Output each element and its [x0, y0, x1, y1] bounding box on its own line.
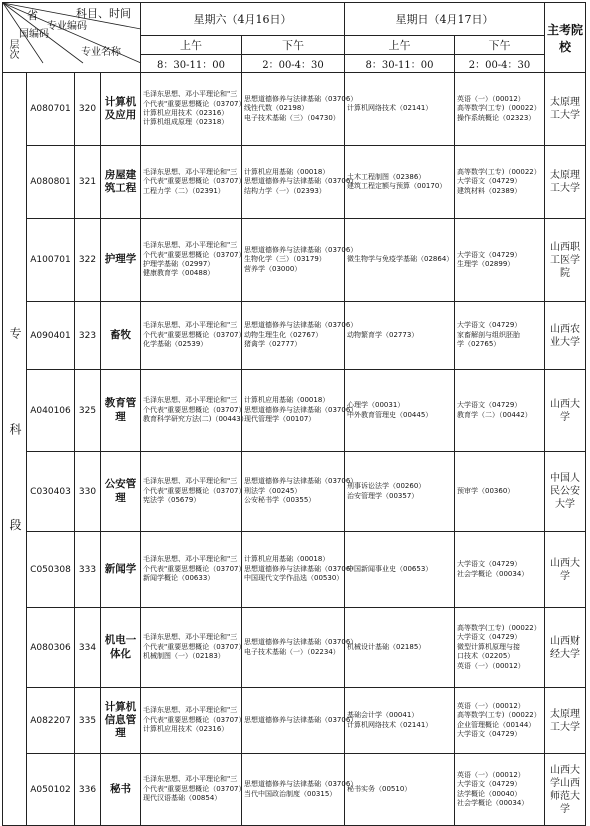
major-name: 教育管理 [101, 370, 141, 452]
sat-morning-courses [141, 146, 246, 219]
course-line: 高等数学(工专)（00022） [457, 623, 541, 632]
table-row [3, 452, 586, 532]
sun-afternoon-courses [455, 302, 545, 370]
course-line: 计算机应用基础（00018） [244, 396, 330, 405]
sun-morning-courses [345, 688, 455, 754]
course-line: 动物繁育学（02773） [347, 330, 419, 339]
sat-afternoon-courses [242, 302, 358, 370]
province-code: 322 [75, 219, 101, 302]
sun-morning-courses [345, 146, 455, 219]
host-school: 山西农业大学 [545, 302, 586, 370]
sunday-header: 星期日（4月17日） [345, 3, 545, 36]
sat-morning-header: 上午 [141, 36, 242, 55]
table-row [3, 73, 586, 146]
course-line: 计算机应用基础（00018） [244, 167, 330, 176]
course-line: 毛泽东思想、邓小平理论和"三 [143, 555, 238, 564]
sat-afternoon-courses [242, 532, 358, 608]
province-code: 323 [75, 302, 101, 370]
sun-morning-courses [345, 73, 455, 146]
course-line: 思想道德修养与法律基础（03706） [244, 321, 358, 330]
course-line: 中外教育管理史（00445） [347, 410, 433, 419]
province-code: 321 [75, 146, 101, 219]
header-province: 省 [27, 9, 38, 22]
course-line: 高等数学(工专)（00022） [457, 711, 541, 720]
sun-afternoon-header: 下午 [455, 36, 545, 55]
host-school: 太原理工大学 [545, 73, 586, 146]
course-line: 现代管理学（00107） [244, 415, 316, 424]
table-row [3, 754, 586, 826]
table-row [3, 532, 586, 608]
course-line: 机械设计基础（02185） [347, 642, 426, 651]
course-line: 计算机应用技术（02316） [143, 109, 229, 117]
course-line: 教育学（二）（00442） [457, 410, 532, 419]
course-line: 机械制图（一）（02183） [143, 652, 225, 661]
course-line: 计算机组成原理（02318） [143, 118, 229, 127]
national-code: A082207 [27, 688, 75, 754]
header-num: 专业编码 [47, 21, 87, 32]
course-line: 口技术（02205） [457, 652, 515, 661]
course-line: 英语（一）（00012） [457, 661, 525, 670]
national-code: A080801 [27, 146, 75, 219]
course-line: 毛泽东思想、邓小平理论和"三 [143, 396, 238, 405]
course-line: 微生物学与免疫学基础（02864） [347, 255, 454, 264]
course-line: 思想道德修养与法律基础（03706） [244, 638, 358, 647]
host-school: 中国人民公安大学 [545, 452, 586, 532]
course-line: 计算机网络技术（02141） [347, 720, 433, 729]
major-name: 新闻学 [101, 532, 141, 608]
course-line: 建筑工程定额与预算（00170） [347, 182, 447, 190]
course-line: 高等数学(工专)（00022） [457, 167, 541, 176]
major-name: 计算机信息管理 [101, 688, 141, 754]
course-line: 毛泽东思想、邓小平理论和"三 [143, 321, 238, 330]
course-line: 公安秘书学（00355） [244, 496, 316, 505]
course-line: 建筑材料（02389） [457, 186, 522, 195]
sat-afternoon-time: 2：00-4：30 [242, 55, 345, 73]
sun-afternoon-courses [455, 608, 545, 688]
sun-afternoon-courses [455, 532, 545, 608]
sun-afternoon-courses [455, 688, 545, 754]
level-cell [3, 73, 27, 826]
course-line: 思想道德修养与法律基础（03706） [244, 405, 358, 414]
sun-morning-courses [345, 219, 455, 302]
sat-afternoon-courses [242, 73, 358, 146]
national-code: C050308 [27, 532, 75, 608]
sat-afternoon-courses [242, 754, 358, 826]
sat-morning-time: 8：30-11：00 [141, 55, 242, 73]
sat-morning-courses [141, 608, 246, 688]
host-school: 山西大学 [545, 370, 586, 452]
course-line: 刑事诉讼法学（00260） [347, 482, 426, 491]
course-line: 高等数学(工专)（00022） [457, 104, 541, 113]
course-line: 英语（一）（00012） [457, 701, 525, 710]
course-line: 线性代数（02198） [244, 104, 309, 113]
course-line: 秘书实务（00510） [347, 784, 412, 793]
province-code: 334 [75, 608, 101, 688]
sun-morning-courses [345, 532, 455, 608]
course-line: 操作系统概论（02323） [457, 113, 536, 122]
course-line: 学（02765） [457, 340, 501, 349]
course-line: 猪禽学（02777） [244, 340, 302, 349]
course-line: 英语（一）（00012） [457, 94, 525, 103]
course-line: 计算机应用技术（02316） [143, 725, 229, 734]
course-line: 家畜解剖与组织胚胎 [457, 330, 520, 339]
province-code: 320 [75, 73, 101, 146]
course-line: 健康教育学（00488） [143, 269, 215, 278]
major-name: 房屋建筑工程 [101, 146, 141, 219]
province-code: 333 [75, 532, 101, 608]
sat-morning-courses [141, 370, 248, 452]
course-line: 大学语文（04729） [457, 401, 522, 410]
sun-morning-courses [345, 370, 455, 452]
course-line: 个代表"重要思想概论（03707） [143, 564, 246, 573]
major-name: 畜牧 [101, 302, 141, 370]
sun-afternoon-courses [455, 370, 545, 452]
course-line: 现代汉语基础（00854） [143, 794, 222, 803]
national-code: A050102 [27, 754, 75, 826]
course-line: 土木工程制图（02386） [347, 172, 426, 181]
course-line: 大学语文（04729） [457, 560, 522, 569]
saturday-header: 星期六（4月16日） [141, 3, 345, 36]
course-line: 思想道德修养与法律基础（03706） [244, 477, 358, 486]
major-name: 秘书 [101, 754, 141, 826]
course-line: 毛泽东思想、邓小平理论和"三 [143, 90, 238, 99]
course-line: 基础会计学（00041） [347, 711, 419, 720]
table-row [3, 608, 586, 688]
course-line: 大学语文（04729） [457, 177, 522, 186]
course-line: 治安管理学（00357） [347, 491, 419, 500]
course-line: 个代表"重要思想概论（03707） [143, 784, 246, 793]
course-line: 工程力学（二）（02391） [143, 186, 225, 195]
national-code: A100701 [27, 219, 75, 302]
course-line: 思想道德修养与法律基础（03706） [244, 94, 358, 103]
sun-afternoon-courses [455, 754, 545, 826]
sat-afternoon-courses [242, 146, 358, 219]
course-line: 大学语文（04729） [457, 780, 522, 789]
sat-afternoon-courses [242, 370, 358, 452]
course-line: 生物化学（三）（03179） [244, 255, 326, 264]
province-code: 330 [75, 452, 101, 532]
course-line: 毛泽东思想、邓小平理论和"三 [143, 477, 238, 486]
sat-afternoon-courses [242, 452, 358, 532]
sat-morning-courses [141, 302, 246, 370]
sat-afternoon-courses [242, 608, 358, 688]
course-line: 个代表"重要思想概论（03707） [143, 177, 246, 186]
sat-morning-courses [141, 452, 246, 532]
course-line: 毛泽东思想、邓小平理论和"三 [143, 633, 238, 642]
course-line: 生理学（02899） [457, 260, 515, 268]
course-line: 大学语文（04729） [457, 250, 522, 259]
province-code: 336 [75, 754, 101, 826]
course-line: 动物生理生化（02767） [244, 330, 323, 339]
host-school: 山西大学山西师范大学 [545, 754, 586, 826]
level-label: 专 科 段 [8, 327, 22, 571]
host-school: 太原理工大学 [545, 688, 586, 754]
course-line: 英语（一）（00012） [457, 770, 525, 779]
sun-afternoon-courses [455, 219, 545, 302]
course-line: 社会学概论（00034） [457, 798, 529, 807]
national-code: C030403 [27, 452, 75, 532]
school-header: 主考院校 [545, 3, 586, 73]
header-diagonal-cell [3, 3, 141, 73]
course-line: 个代表"重要思想概论（03707） [143, 715, 246, 724]
sat-morning-courses [141, 532, 246, 608]
course-line: 思想道德修养与法律基础（03706） [244, 564, 358, 573]
course-line: 微型计算机原理与接 [457, 642, 520, 651]
header-subject-time: 科目、时间 [76, 7, 131, 20]
course-line: 毛泽东思想、邓小平理论和"三 [143, 706, 238, 715]
course-line: 法学概论（00040） [457, 789, 522, 798]
course-line: 毛泽东思想、邓小平理论和"三 [143, 167, 238, 176]
header-level: 层次 [7, 39, 18, 59]
header-major: 专业名称 [81, 47, 121, 58]
course-line: 营养学（03000） [244, 264, 302, 273]
course-line: 大学语文（04729） [457, 321, 522, 330]
header-code: 国编码 [19, 29, 49, 40]
course-line: 大学语文（04729） [457, 633, 522, 642]
sat-morning-courses [141, 754, 246, 826]
course-line: 宪法学（05679） [143, 496, 201, 505]
table-row [3, 146, 586, 219]
major-name: 护理学 [101, 219, 141, 302]
sun-afternoon-courses [455, 73, 545, 146]
course-line: 个代表"重要思想概论（03707） [143, 330, 246, 339]
table-row [3, 219, 586, 302]
course-line: 个代表"重要思想概论（03707） [143, 99, 246, 108]
host-school: 山西大学 [545, 532, 586, 608]
course-line: 新闻学概论（00633） [143, 574, 215, 583]
sun-afternoon-time: 2：00-4：30 [455, 55, 545, 73]
course-line: 教育科学研究方法(二)（00443） [143, 415, 248, 424]
course-line: 中国现代文学作品选（00530） [244, 574, 344, 583]
course-line: 个代表"重要思想概论（03707） [143, 250, 246, 259]
sun-afternoon-courses [455, 146, 545, 219]
sat-morning-courses [141, 688, 246, 754]
course-line: 计算机网络技术（02141） [347, 104, 433, 113]
course-line: 计算机应用基础（00018） [244, 555, 330, 564]
exam-schedule-table [2, 2, 586, 826]
course-line: 思想道德修养与法律基础（03706） [244, 715, 358, 724]
province-code: 335 [75, 688, 101, 754]
course-line: 思想道德修养与法律基础（03706） [244, 780, 358, 789]
sat-afternoon-courses [242, 688, 358, 754]
course-line: 社会学概论（00034） [457, 569, 529, 578]
course-line: 预审学（00360） [457, 486, 515, 495]
course-line: 大学语文（04729） [457, 729, 522, 738]
course-line: 当代中国政治制度（00315） [244, 789, 337, 798]
course-line: 毛泽东思想、邓小平理论和"三 [143, 775, 238, 784]
course-line: 毛泽东思想、邓小平理论和"三 [143, 241, 238, 250]
course-line: 刑法学（00245） [244, 486, 302, 495]
sun-morning-time: 8：30-11：00 [345, 55, 455, 73]
host-school: 山西职工医学院 [545, 219, 586, 302]
sun-morning-courses [345, 302, 455, 370]
national-code: A090401 [27, 302, 75, 370]
sun-morning-header: 上午 [345, 36, 455, 55]
course-line: 化学基础（02539） [143, 340, 208, 349]
major-name: 公安管理 [101, 452, 141, 532]
national-code: A040106 [27, 370, 75, 452]
course-line: 电子技术基础（三）（04730） [244, 113, 340, 122]
course-line: 个代表"重要思想概论（03707） [143, 486, 246, 495]
course-line: 结构力学（一）（02393） [244, 186, 326, 195]
course-line: 企业管理概论（00144） [457, 720, 536, 729]
sun-morning-courses [345, 608, 455, 688]
course-line: 思想道德修养与法律基础（03706） [244, 177, 358, 186]
sun-afternoon-courses [455, 452, 545, 532]
sun-morning-courses [345, 452, 455, 532]
major-name: 机电一体化 [101, 608, 141, 688]
province-code: 325 [75, 370, 101, 452]
course-line: 心理学（00031） [347, 401, 405, 410]
sat-afternoon-courses [242, 219, 358, 302]
sat-morning-courses [141, 219, 246, 302]
table-row [3, 302, 586, 370]
host-school: 太原理工大学 [545, 146, 586, 219]
table-row [3, 688, 586, 754]
course-line: 个代表"重要思想概论（03707） [143, 642, 246, 651]
course-line: 护理学基础（02997） [143, 260, 215, 268]
course-line: 中国新闻事业史（00653） [347, 564, 433, 573]
major-name: 计算机及应用 [101, 73, 141, 146]
host-school: 山西财经大学 [545, 608, 586, 688]
sun-morning-courses [345, 754, 455, 826]
course-line: 个代表"重要思想概论（03707） [143, 405, 246, 414]
course-line: 电子技术基础（一）（02234） [244, 647, 340, 656]
sat-morning-courses [141, 73, 246, 146]
table-row [3, 370, 586, 452]
national-code: A080306 [27, 608, 75, 688]
sat-afternoon-header: 下午 [242, 36, 345, 55]
course-line: 思想道德修养与法律基础（03706） [244, 245, 358, 254]
national-code: A080701 [27, 73, 75, 146]
